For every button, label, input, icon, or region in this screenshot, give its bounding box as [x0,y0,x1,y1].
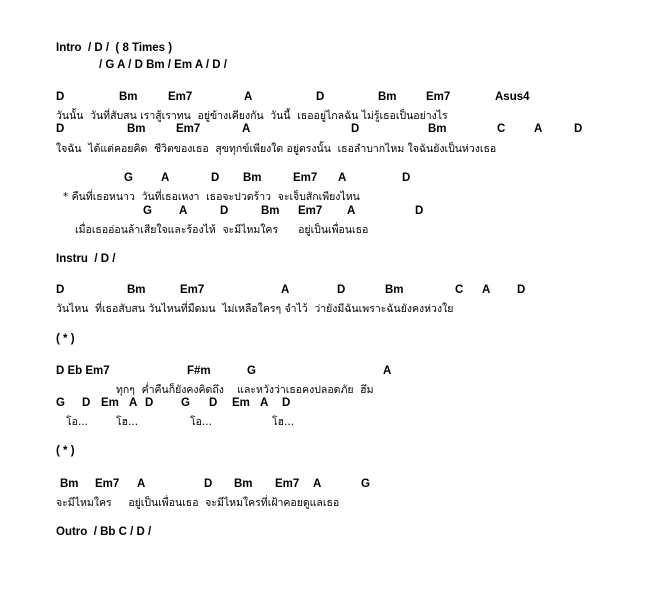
chord: Asus4 [495,91,530,103]
chord: A [313,478,322,490]
chord: A [242,123,251,135]
chord: G [124,172,133,184]
chord: G [361,478,370,490]
chord: D [351,123,360,135]
chord: Em7 [95,478,120,490]
chord: F#m [187,365,211,377]
chord-line [0,123,583,139]
chord: Em7 [293,172,318,184]
chord: Bm [60,478,79,490]
chord: D [415,205,424,217]
chord: Em7 [426,91,451,103]
chord: D [204,478,213,490]
chord: Em7 [168,91,193,103]
chord: D Eb Em7 [56,365,110,377]
intro-chords: / G A / D Bm / Em A / D / [99,59,228,71]
chord: Bm [261,205,280,217]
lyric: โอ... [66,416,88,428]
chord: A [383,365,392,377]
outro-label: Outro / Bb C / D / [56,526,152,538]
chord: G [247,365,256,377]
lyric: วันไหน ที่เธอสับสน วันไหนที่มืดมน ไม่เหลือใครๆ จำไว้ ว่ายังมีฉันเพราะฉันยังคงห่วงใย [56,303,454,315]
lyric: โฮ... [272,416,295,428]
chord: Bm [378,91,397,103]
chord: D [209,397,218,409]
chord: D [402,172,411,184]
chord-line [0,478,370,494]
chord: G [143,205,152,217]
lyric: * คืนที่เธอหนาว วันที่เธอเหงา เธอจะปวดร้าว จะเจ็บสักเพียงไหน [63,191,360,203]
lyric: วันนั้น วันที่สับสน เราสู้เราทน อยู่ข้างเคียงกัน วันนี้ เธออยู่ไกลฉัน ไม่รู้เธอเป็นอย่างไร [56,110,448,122]
lyric: เมื่อเธออ่อนล้าเสียใจและร้องไห้ จะมีไหมใคร อยู่เป็นเพื่อนเธอ [75,224,369,236]
chord: Em7 [275,478,300,490]
chord: C [455,284,464,296]
chord: A [161,172,170,184]
lyric: จะมีไหมใคร อยู่เป็นเพื่อนเธอ จะมีไหมใครที่เฝ้าคอยดูแลเธอ [56,497,340,509]
chord: Bm [428,123,447,135]
chord: Em7 [176,123,201,135]
chord: A [179,205,188,217]
chord: D [337,284,346,296]
chord: D [220,205,229,217]
chord: A [347,205,356,217]
chord: D [211,172,220,184]
chord: Em7 [180,284,205,296]
chord: Bm [385,284,404,296]
chord: Em [232,397,250,409]
chord: A [534,123,543,135]
intro-label: Intro / D / ( 8 Times ) [56,42,173,54]
chord: Em7 [298,205,323,217]
chord-line [0,365,392,381]
chord-line [0,205,424,221]
chord-line [0,397,291,413]
chord: Bm [127,123,146,135]
chord: Bm [243,172,262,184]
chord: A [260,397,269,409]
chord-line [0,172,411,188]
chord: G [56,397,65,409]
chord: Bm [119,91,138,103]
chord: D [56,123,65,135]
chord: Em [101,397,119,409]
chord: D [56,284,65,296]
chord: A [129,397,138,409]
chord-line [0,284,526,300]
lyric: โฮ... [116,416,139,428]
chord: D [145,397,154,409]
lyric-line [0,413,295,429]
chord: A [281,284,290,296]
chord-line [0,91,530,107]
chord: A [482,284,491,296]
chord: A [244,91,253,103]
chord: D [316,91,325,103]
chord: D [56,91,65,103]
chord: Bm [127,284,146,296]
repeat-label: ( * ) [56,445,75,457]
chord: Bm [234,478,253,490]
instru-label: Instru / D / [56,253,116,265]
chord: C [497,123,506,135]
chord: D [517,284,526,296]
chord: A [338,172,347,184]
chord: A [137,478,146,490]
chord: D [82,397,91,409]
repeat-label: ( * ) [56,333,75,345]
chord: G [181,397,190,409]
lyric: ทุกๆ ค่ำคืนก็ยังคงคิดถึง และหวังว่าเธอคงปลอดภัย ฮึม [116,384,374,396]
chord: D [282,397,291,409]
lyric: ใจฉัน ได้แต่คอยคิด ชีวิตของเธอ สุขทุกข์เพียงใด อยู่ตรงนั้น เธอลำบากไหม ใจฉันยังเป็นห่วงเธอ [56,143,497,155]
chord: D [574,123,583,135]
lyric: โอ... [190,416,212,428]
